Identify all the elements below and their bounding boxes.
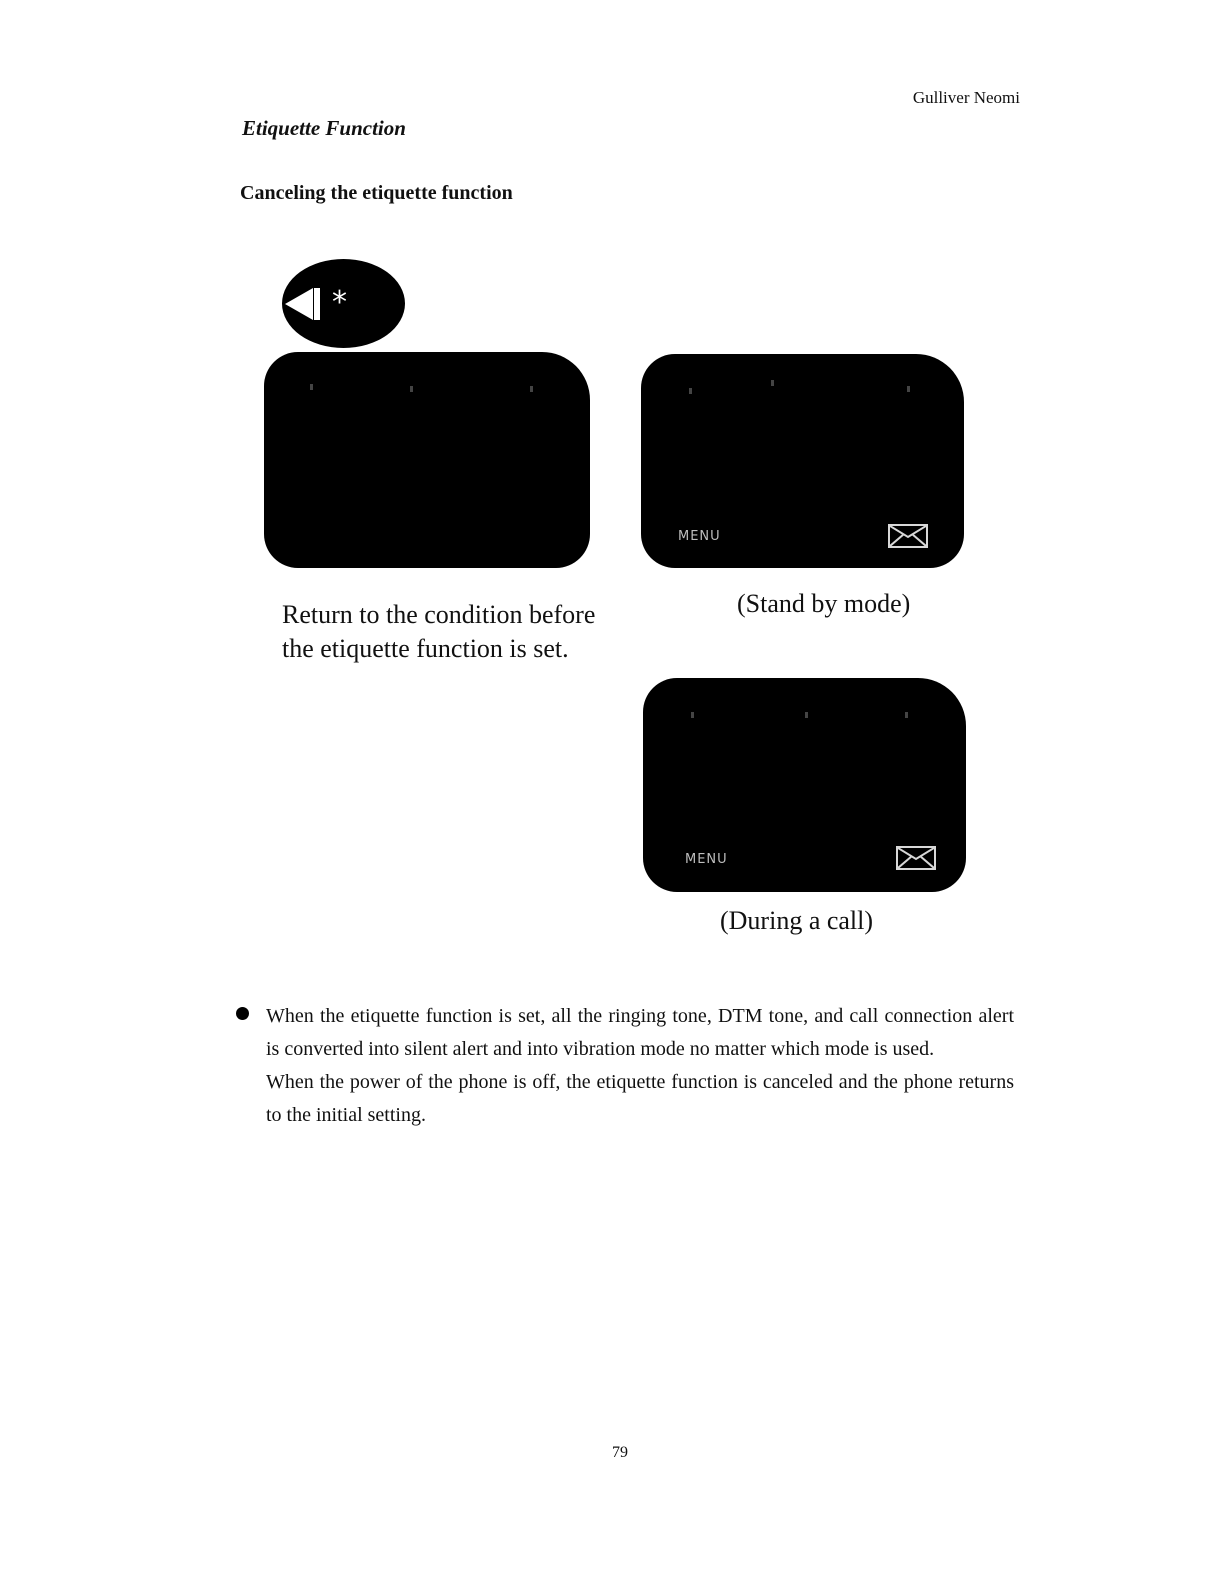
subsection-title: Canceling the etiquette function: [240, 182, 513, 204]
battery-mark: [530, 386, 533, 392]
status-mark: [410, 386, 413, 392]
envelope-icon: [896, 846, 936, 870]
bullet-icon: [236, 1007, 249, 1020]
return-caption: [282, 598, 622, 666]
standby-caption: (Stand by mode): [737, 589, 911, 618]
signal-mark: [689, 388, 692, 394]
return-caption-line-1: Return to the condition before: [282, 600, 596, 629]
envelope-icon: [888, 524, 928, 548]
note-paragraph-2: When the power of the phone is off, the etiquette function is canceled and the phone returns to the initial setting.: [266, 1071, 1014, 1126]
status-mark: [805, 712, 808, 718]
phone-screen-etiquette: [264, 352, 590, 568]
signal-mark: [310, 384, 313, 390]
section-title: Etiquette Function: [242, 116, 406, 140]
arrow-bar: [314, 288, 320, 320]
battery-mark: [907, 386, 910, 392]
star-symbol: *: [332, 285, 347, 320]
running-header: Gulliver Neomi: [912, 88, 1020, 107]
battery-mark: [905, 712, 908, 718]
phone-screen-standby: [641, 354, 964, 568]
signal-mark: [691, 712, 694, 718]
status-mark: [771, 380, 774, 386]
phone-screen-call: [643, 678, 966, 892]
note-paragraph-1: When the etiquette function is set, all the ringing tone, DTM tone, and call connection alert is converted into silent alert and into vibration mode no matter which mode is used.: [266, 1005, 1014, 1060]
call-caption: (During a call): [720, 906, 874, 935]
return-caption-line-2: the etiquette function is set.: [282, 634, 569, 663]
star-key-button: [282, 259, 405, 348]
left-arrow-icon: [285, 288, 313, 320]
note-block: [266, 1000, 1014, 1132]
menu-softkey-label: MENU: [678, 529, 721, 544]
page-number: 79: [612, 1444, 628, 1461]
menu-softkey-label: MENU: [685, 852, 728, 867]
